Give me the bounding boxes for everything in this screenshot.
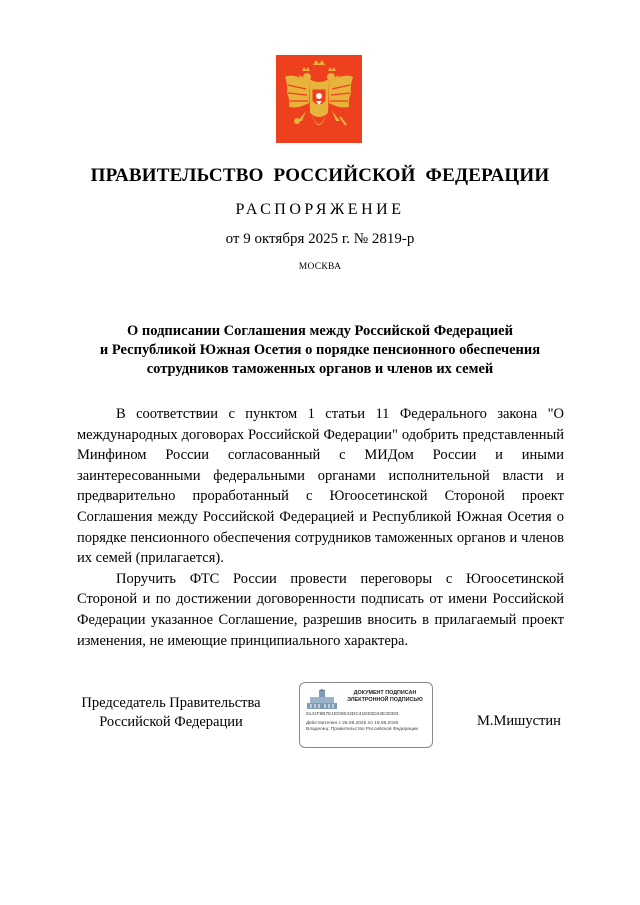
document-body [77,404,564,651]
coat-of-arms-emblem [276,55,362,143]
kremlin-building-icon [307,689,337,714]
stamp-heading [340,690,430,703]
stamp-heading-line: ДОКУМЕНТ ПОДПИСАН [353,690,417,696]
heading-line: и Республикой Южная Осетия о порядке пенсионного обеспечения [99,342,541,358]
body-paragraph: Поручить ФТС России провести переговоры с Югоосетинской Стороной и по достижении договоренности подписать от имени Российской Федерации указанное Соглашение, разрешив вносить в прилагаемый проект изменения, не имеющие принципиального характера. [77,570,564,649]
stamp-validity: Действителен с 26.06.2025 по 19.09.2026 [306,721,399,726]
signatory-name: М.Мишустин [477,713,561,729]
document-type: РАСПОРЯЖЕНИЕ [235,201,405,218]
signatory-title-line: Председатель Правительства [81,695,261,711]
document-heading [60,322,580,379]
document-date-number: от 9 октября 2025 г. № 2819-р [225,231,415,247]
electronic-signature-stamp [299,682,433,748]
signatory-title [76,694,266,732]
stamp-heading-line: ЭЛЕКТРОННОЙ ПОДПИСЬЮ [347,696,423,703]
signatory-title-line: Российской Федерации [99,714,243,730]
stamp-owner: Владелец: Правительство Российской Федерации [306,727,419,732]
heading-line: О подписании Соглашения между Российской Федерацией [127,323,513,339]
city-label: МОСКВА [298,262,342,272]
body-paragraph: В соответствии с пунктом 1 статьи 11 Федерального закона "О международных договорах Российской Федерации" одобрить представленный Минфином России согласованный с МИДом России и иными заинтересованными федеральными органами исполнительной власти и предварительно проработанный с Югоосетинской Стороной проект Соглашения между Российской Федерацией и Республикой Южная Осетия о порядке пенсионного обеспечения сотрудников таможенных органов и членов их семей (прилагается). [77,406,564,567]
heading-line: сотрудников таможенных органов и членов их семей [146,361,494,377]
stamp-serial: 5141F8B7E1ED6E42DC41EE5D43E30383 [306,712,399,717]
government-title: ПРАВИТЕЛЬСТВО РОССИЙСКОЙ ФЕДЕРАЦИИ [90,165,550,186]
